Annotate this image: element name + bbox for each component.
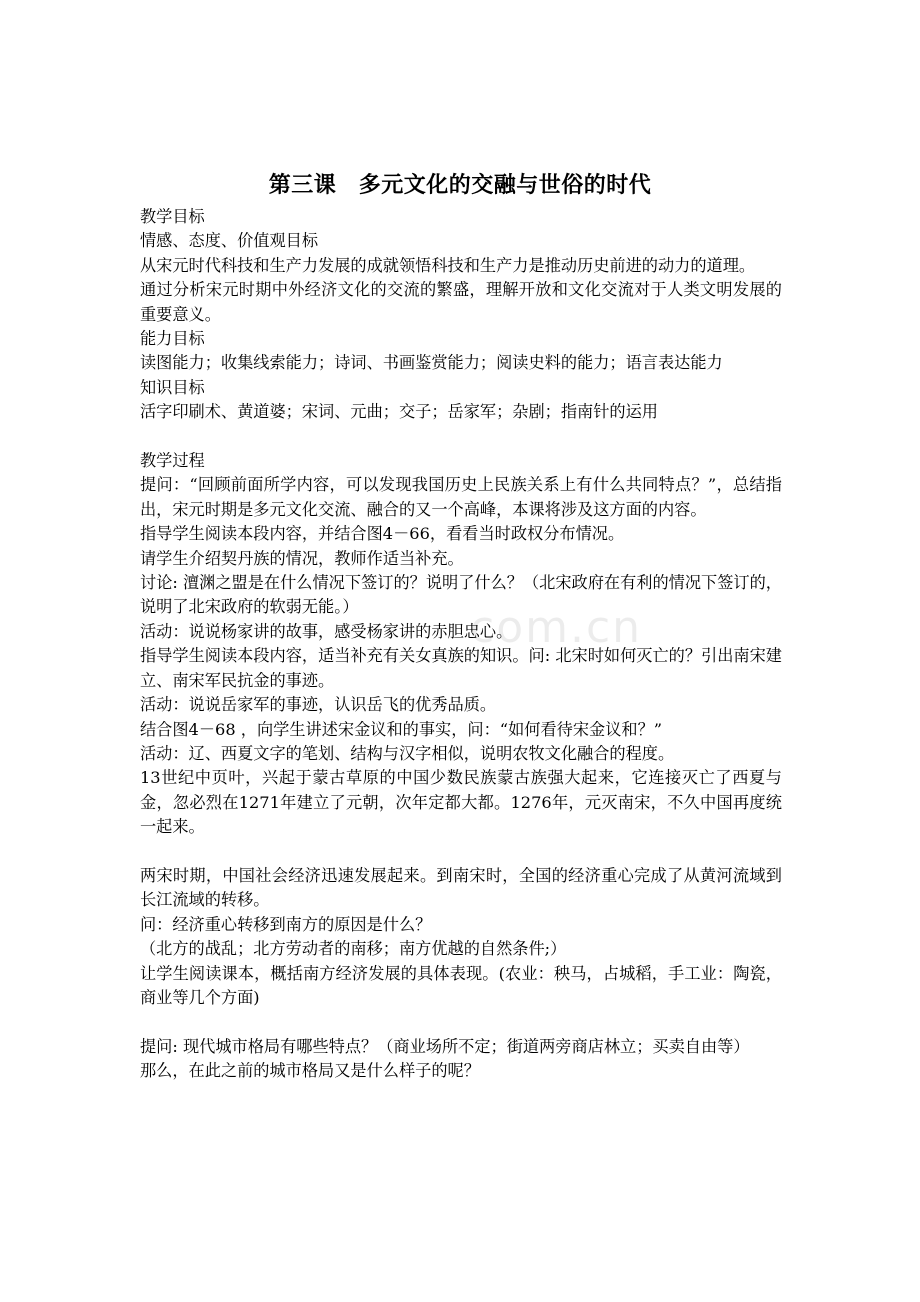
page-title: 第三课 多元文化的交融与世俗的时代: [268, 172, 652, 198]
paragraph: （北方的战乱；北方劳动者的南移；南方优越的自然条件;）: [140, 939, 567, 959]
paragraph: 两宋时期，中国社会经济迅速发展起来。到南宋时，全国的经济重心完成了从黄河流域到长江流域的转移。: [140, 865, 782, 910]
paragraph: 活字印刷术、黄道婆；宋词、元曲；交子；岳家军；杂剧；指南针的运用: [140, 402, 658, 422]
paragraph: 13世纪中页叶，兴起于蒙古草原的中国少数民族蒙古族强大起来，它连接灭亡了西夏与金，忽必烈在1271年建立了元朝，次年定都大都。1276年，元灭南宋，不久中国再度统一起来。: [140, 768, 782, 837]
paragraph: 让学生阅读课本，概括南方经济发展的具体表现。(农业：秧马，占城稻，手工业：陶瓷，商业等几个方面): [140, 963, 782, 1007]
paragraph: 活动：说说杨家讲的故事，感受杨家讲的赤胆忠心。: [140, 621, 513, 641]
paragraph: 问：经济重心转移到南方的原因是什么？: [140, 914, 432, 934]
paragraph: 读图能力；收集线索能力；诗词、书画鉴赏能力；阅读史料的能力；语言表达能力: [140, 353, 723, 373]
watermark: com.cn: [470, 602, 643, 653]
document-body: [140, 205, 782, 1084]
blank-line: [140, 1010, 782, 1034]
section-heading-objectives: 教学目标: [140, 207, 205, 226]
paragraph: 请学生介绍契丹族的情况，教师作适当补充。: [140, 548, 464, 568]
section-heading-process: 教学过程: [140, 451, 205, 471]
paragraph: 从宋元时代科技和生产力发展的成就领悟科技和生产力是推动历史前进的动力的道理。: [140, 255, 756, 275]
paragraph: 指导学生阅读本段内容，并结合图4－66，看看当时政权分布情况。: [140, 524, 625, 544]
paragraph: 活动：说说岳家军的事迹，认识岳飞的优秀品质。: [140, 695, 497, 715]
paragraph: 提问：“回顾前面所学内容，可以发现我国历史上民族关系上有什么共同特点？”，总结指出，宋元时期是多元文化交流、融合的又一个高峰，本课将涉及这方面的内容。: [140, 475, 782, 519]
subheading-knowledge-goals: 知识目标: [140, 377, 205, 397]
paragraph: 那么，在此之前的城市格局又是什么样子的呢？: [140, 1061, 480, 1081]
blank-line: [140, 840, 782, 864]
subheading-affective-goals: 情感、态度、价值观目标: [140, 231, 319, 251]
paragraph: 通过分析宋元时期中外经济文化的交流的繁盛，理解开放和文化交流对于人类文明发展的重要意义。: [140, 280, 782, 324]
paragraph: 提问: 现代城市格局有哪些特点？（商业场所不定；街道两旁商店林立；买卖自由等）: [140, 1036, 750, 1056]
blank-line: [140, 425, 782, 449]
paragraph: 讨论: 澶渊之盟是在什么情况下签订的？说明了什么？（北宋政府在有利的情况下签订的，说明了北宋政府的软弱无能。）: [140, 573, 782, 617]
subheading-ability-goals: 能力目标: [140, 329, 205, 349]
paragraph: 指导学生阅读本段内容，适当补充有关女真族的知识。问: 北宋时如何灭亡的？引出南宋建立、南宋军民抗金的事迹。: [140, 646, 782, 690]
paragraph: 活动：辽、西夏文字的笔划、结构与汉字相似，说明农牧文化融合的程度。: [140, 743, 675, 763]
paragraph: 结合图4－68 ，向学生讲述宋金议和的事实，问：“如何看待宋金议和？”: [140, 719, 663, 739]
